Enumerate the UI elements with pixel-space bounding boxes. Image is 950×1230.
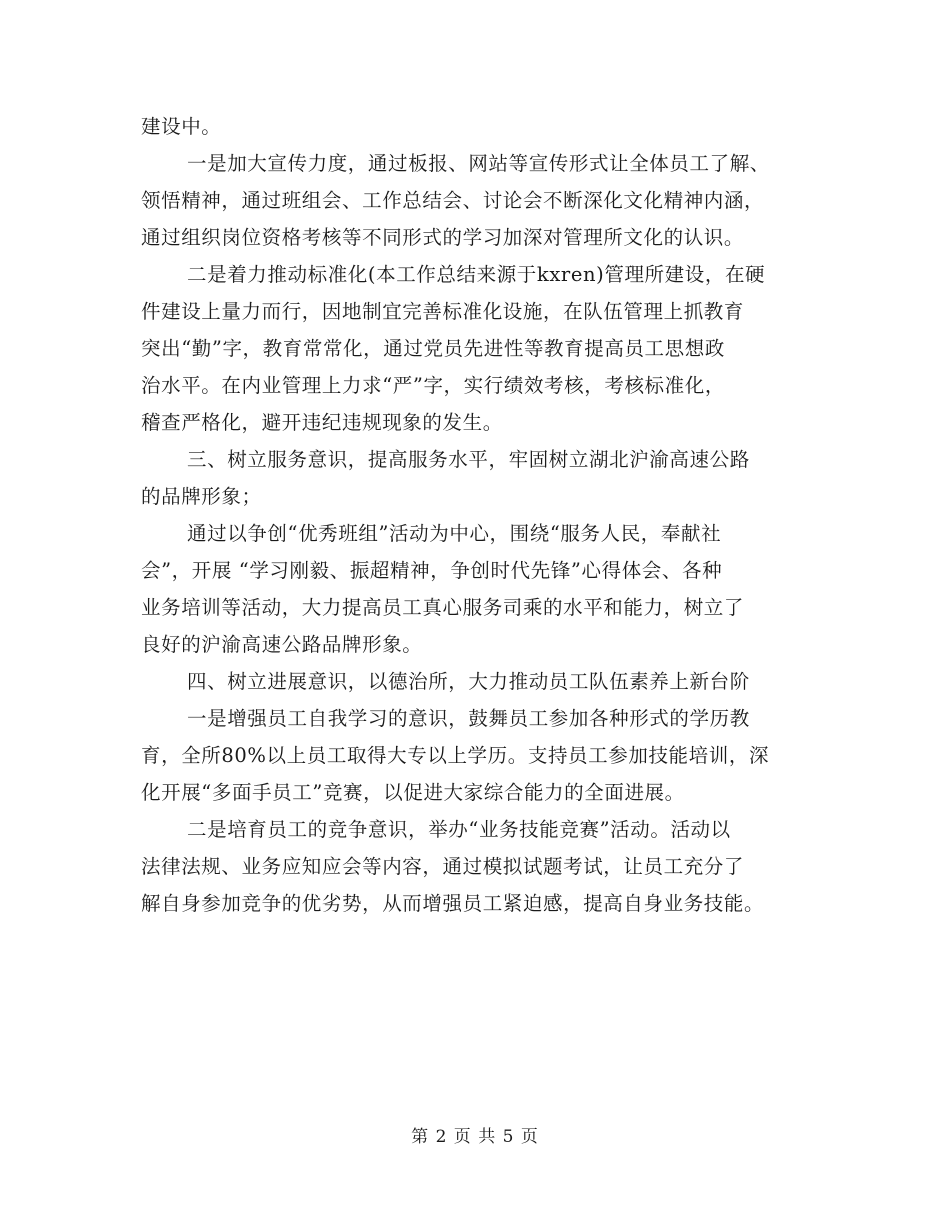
section-heading: 四、树立进展意识，以德治所，大力推动员工队伍素养上新台阶 xyxy=(187,670,750,693)
text-line: 解自身参加竞争的优劣势，从而增强员工紧迫感，提高自身业务技能。 xyxy=(141,892,765,915)
text-line: 会”，开展 “学习刚毅、振超精神，争创时代先锋”心得体会、各种 xyxy=(141,559,723,582)
text-line: 治水平。在内业管理上力求“严”字，实行绩效考核，考核标准化， xyxy=(141,374,725,397)
text-line: 稽查严格化，避开违纪违规现象的发生。 xyxy=(141,411,503,434)
document-body xyxy=(141,108,813,922)
text-line: 化开展“多面手员工”竞赛，以促进大家综合能力的全面进展。 xyxy=(141,781,685,804)
section-heading: 三、树立服务意识，提高服务水平，牢固树立湖北沪渝高速公路 xyxy=(187,448,750,471)
text-line: 二是培育员工的竞争意识，举办“业务技能竞赛”活动。活动以 xyxy=(187,818,731,841)
text-line: 一是增强员工自我学习的意识，鼓舞员工参加各种形式的学历教 xyxy=(187,707,750,730)
text-line: 法律法规、业务应知应会等内容，通过模拟试题考试，让员工充分了 xyxy=(141,855,745,878)
text-line: 通过以争创“优秀班组”活动为中心，围绕“服务人民，奉献社 xyxy=(187,522,722,545)
section-heading: 的品牌形象； xyxy=(141,485,262,508)
text-line: 通过组织岗位资格考核等不同形式的学习加深对管理所文化的认识。 xyxy=(141,226,745,249)
text-line: 二是着力推动标准化(本工作总结来源于kxren)管理所建设，在硬 xyxy=(187,263,766,286)
text-line: 育，全所80%以上员工取得大专以上学历。支持员工参加技能培训，深 xyxy=(141,744,770,767)
text-line: 领悟精神，通过班组会、工作总结会、讨论会不断深化文化精神内涵， xyxy=(141,189,765,212)
text-line: 件建设上量力而行，因地制宜完善标准化设施，在队伍管理上抓教育 xyxy=(141,300,745,323)
text-line: 一是加大宣传力度，通过板报、网站等宣传形式让全体员工了解、 xyxy=(187,152,770,175)
text-line: 建设中。 xyxy=(141,115,222,138)
text-line: 业务培训等活动，大力提高员工真心服务司乘的水平和能力，树立了 xyxy=(141,596,745,619)
text-line: 突出“勤”字，教育常常化，通过党员先进性等教育提高员工思想政 xyxy=(141,337,725,360)
page-number: 第 2 页 共 5 页 xyxy=(411,1127,539,1147)
text-line: 良好的沪渝高速公路品牌形象。 xyxy=(141,633,423,656)
